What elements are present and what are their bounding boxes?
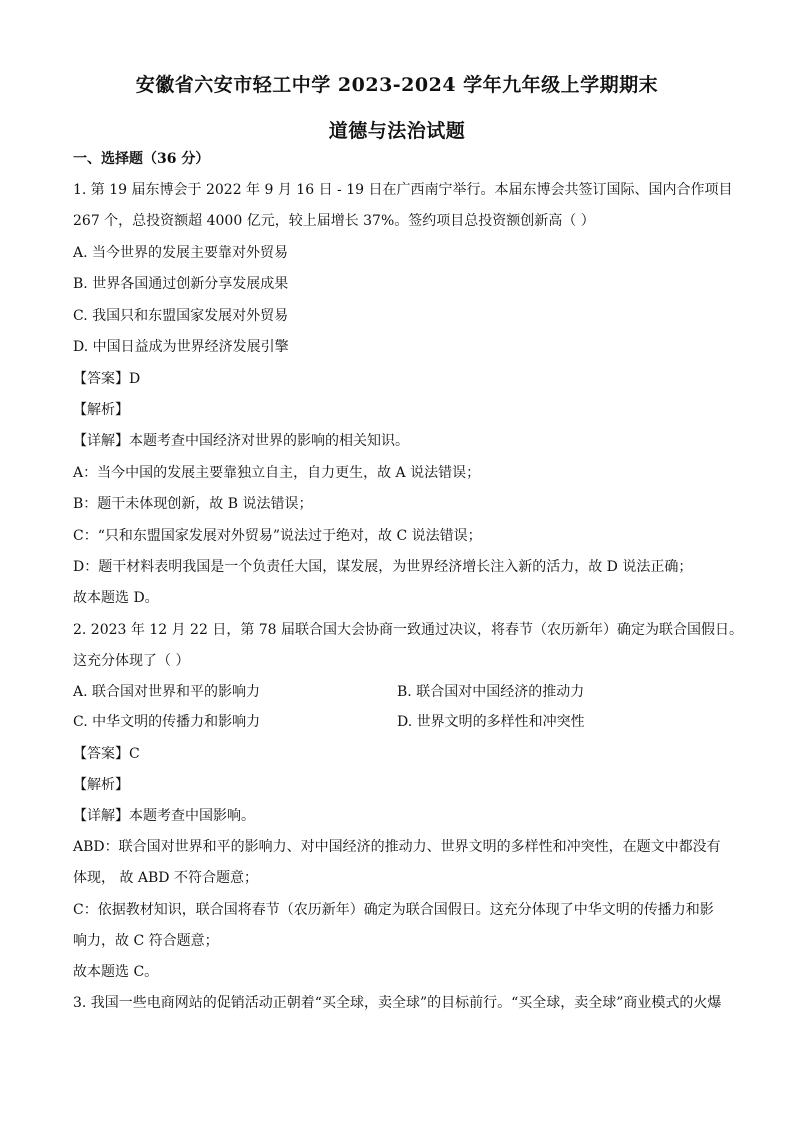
question-2-stem-line-2: 这充分体现了（ ） (73, 653, 190, 669)
question-2-stem-line-1: 2. 2023 年 12 月 22 日，第 78 届联合国大会协商一致通过决议，将春节（农历新年）确定为联合国假日。 (73, 622, 744, 638)
question-1-detail-line-1: 【详解】本题考查中国经济对世界的影响的相关知识。 (73, 433, 409, 449)
question-2-detail-line-1: 【详解】本题考查中国影响。 (73, 808, 255, 824)
question-1-option-a: A. 当今世界的发展主要靠对外贸易 (73, 245, 289, 261)
question-2-option-c: C. 中华文明的传播力和影响力 (73, 714, 261, 730)
question-2-option-d: D. 世界文明的多样性和冲突性 (397, 714, 585, 730)
question-2-option-a: A. 联合国对世界和平的影响力 (73, 684, 261, 700)
question-1-detail-line-2: A：当今中国的发展主要靠独立自主，自力更生，故 A 说法错误； (73, 465, 481, 481)
question-1-detail-line-5: D：题干材料表明我国是一个负责任大国，谋发展，为世界经济增长注入新的活力，故 D 说法正确； (73, 559, 693, 575)
question-1-option-b: B. 世界各国通过创新分享发展成果 (73, 276, 289, 292)
document-title: 安徽省六安市轻工中学 2023-2024 学年九年级上学期期末 (135, 74, 659, 96)
question-1-stem-line-1: 1. 第 19 届东博会于 2022 年 9 月 16 日 - 19 日在广西南宁举行。本届东博会共签订国际、国内合作项目 (73, 182, 733, 198)
question-1-option-c: C. 我国只和东盟国家发展对外贸易 (73, 308, 289, 324)
question-1-answer: 【答案】D (73, 371, 141, 387)
question-1-analysis-label: 【解析】 (73, 402, 129, 418)
document-subtitle: 道德与法治试题 (328, 120, 466, 142)
question-1-stem-line-2: 267 个，总投资额超 4000 亿元，较上届增长 37%。签约项目总投资额创新高（ ） (73, 213, 595, 229)
question-3-stem-line-1: 3. 我国一些电商网站的促销活动正朝着“买全球，卖全球”的目标前行。“买全球，卖全球”商业模式的火爆 (73, 995, 722, 1011)
question-1-detail-line-6: 故本题选 D。 (73, 590, 159, 606)
question-2-option-b: B. 联合国对中国经济的推动力 (397, 684, 585, 700)
question-2-analysis-label: 【解析】 (73, 777, 129, 793)
question-1-detail-line-3: B：题干未体现创新，故 B 说法错误； (73, 496, 313, 512)
question-2-detail-line-5: 响力，故 C 符合题意； (73, 933, 219, 949)
question-2-detail-line-2: ABD：联合国对世界和平的影响力、对中国经济的推动力、世界文明的多样性和冲突性，在题文中都没有 (73, 839, 721, 855)
question-2-answer: 【答案】C (73, 746, 140, 762)
question-2-detail-line-4: C：依据教材知识，联合国将春节（农历新年）确定为联合国假日。这充分体现了中华文明的传播力和影 (73, 902, 714, 918)
question-1-option-d: D. 中国日益成为世界经济发展引擎 (73, 339, 289, 355)
section-heading: 一、选择题（36 分） (73, 151, 210, 167)
question-1-detail-line-4: C：“只和东盟国家发展对外贸易”说法过于绝对，故 C 说法错误； (73, 528, 482, 544)
question-2-detail-line-6: 故本题选 C。 (73, 964, 159, 980)
question-2-detail-line-3: 体现， 故 ABD 不符合题意； (73, 870, 258, 886)
